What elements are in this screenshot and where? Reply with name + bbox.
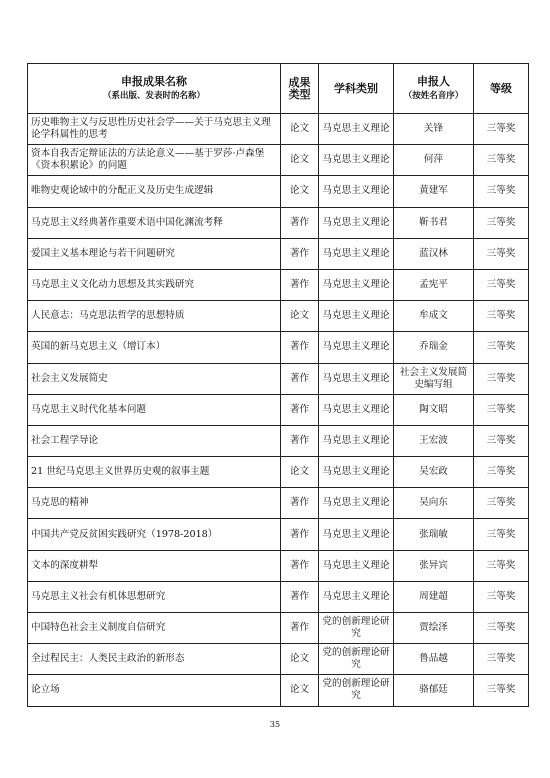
cell-applicant: 贾绘泽 bbox=[394, 613, 474, 644]
cell-discipline: 党的创新理论研究 bbox=[319, 644, 394, 675]
header-name-label: 申报成果名称 bbox=[121, 74, 187, 88]
header-grade: 等级 bbox=[474, 64, 529, 114]
cell-applicant: 吴宏政 bbox=[394, 457, 474, 488]
cell-grade: 三等奖 bbox=[474, 176, 529, 207]
header-applicant-label: 申报人 bbox=[417, 74, 450, 88]
cell-grade: 三等奖 bbox=[474, 114, 529, 145]
cell-type: 著作 bbox=[281, 238, 319, 269]
cell-grade: 三等奖 bbox=[474, 613, 529, 644]
table-row bbox=[28, 550, 529, 581]
table-row bbox=[28, 176, 529, 207]
cell-applicant: 蓝汉林 bbox=[394, 238, 474, 269]
cell-title: 英国的新马克思主义（增订本） bbox=[28, 332, 281, 363]
cell-title: 中国特色社会主义制度自信研究 bbox=[28, 613, 281, 644]
cell-grade: 三等奖 bbox=[474, 550, 529, 581]
cell-applicant: 张瑞敏 bbox=[394, 519, 474, 550]
cell-discipline: 马克思主义理论 bbox=[319, 301, 394, 332]
cell-type: 论文 bbox=[281, 675, 319, 706]
cell-grade: 三等奖 bbox=[474, 488, 529, 519]
cell-title: 人民意志：马克思法哲学的思想特质 bbox=[28, 301, 281, 332]
cell-title: 马克思主义社会有机体思想研究 bbox=[28, 581, 281, 612]
cell-discipline: 马克思主义理论 bbox=[319, 332, 394, 363]
cell-discipline: 马克思主义理论 bbox=[319, 176, 394, 207]
cell-grade: 三等奖 bbox=[474, 301, 529, 332]
cell-type: 著作 bbox=[281, 207, 319, 238]
table-body bbox=[28, 114, 529, 707]
cell-title: 唯物史观论域中的分配正义及历史生成逻辑 bbox=[28, 176, 281, 207]
cell-discipline: 马克思主义理论 bbox=[319, 207, 394, 238]
cell-type: 著作 bbox=[281, 613, 319, 644]
page-number: 35 bbox=[269, 720, 281, 729]
cell-grade: 三等奖 bbox=[474, 675, 529, 706]
cell-title: 21 世纪马克思主义世界历史观的叙事主题 bbox=[28, 457, 281, 488]
cell-grade: 三等奖 bbox=[474, 145, 529, 176]
cell-discipline: 党的创新理论研究 bbox=[319, 613, 394, 644]
cell-discipline: 马克思主义理论 bbox=[319, 238, 394, 269]
cell-type: 著作 bbox=[281, 581, 319, 612]
cell-type: 著作 bbox=[281, 550, 319, 581]
table-row bbox=[28, 363, 529, 394]
cell-title: 全过程民主：人类民主政治的新形态 bbox=[28, 644, 281, 675]
table-row bbox=[28, 332, 529, 363]
cell-title: 文本的深度耕犁 bbox=[28, 550, 281, 581]
cell-grade: 三等奖 bbox=[474, 457, 529, 488]
table-row bbox=[28, 394, 529, 425]
cell-applicant: 吴向东 bbox=[394, 488, 474, 519]
cell-discipline: 马克思主义理论 bbox=[319, 457, 394, 488]
cell-grade: 三等奖 bbox=[474, 238, 529, 269]
cell-type: 论文 bbox=[281, 114, 319, 145]
cell-discipline: 马克思主义理论 bbox=[319, 519, 394, 550]
cell-title: 爱国主义基本理论与若干问题研究 bbox=[28, 238, 281, 269]
cell-title: 社会工程学导论 bbox=[28, 425, 281, 456]
cell-discipline: 马克思主义理论 bbox=[319, 425, 394, 456]
table-row bbox=[28, 581, 529, 612]
cell-type: 著作 bbox=[281, 425, 319, 456]
table-row bbox=[28, 425, 529, 456]
table-row bbox=[28, 675, 529, 706]
cell-applicant: 王宏波 bbox=[394, 425, 474, 456]
cell-type: 著作 bbox=[281, 394, 319, 425]
header-applicant-note: （按姓名音序） bbox=[403, 90, 464, 101]
cell-type: 著作 bbox=[281, 519, 319, 550]
cell-discipline: 马克思主义理论 bbox=[319, 550, 394, 581]
table-header-row bbox=[28, 64, 529, 114]
cell-applicant: 黄建军 bbox=[394, 176, 474, 207]
cell-grade: 三等奖 bbox=[474, 363, 529, 394]
header-type: 成果类型 bbox=[281, 64, 319, 114]
cell-type: 论文 bbox=[281, 301, 319, 332]
cell-grade: 三等奖 bbox=[474, 207, 529, 238]
cell-type: 著作 bbox=[281, 363, 319, 394]
cell-title: 论立场 bbox=[28, 675, 281, 706]
cell-applicant: 乔瑞金 bbox=[394, 332, 474, 363]
cell-title: 马克思的精神 bbox=[28, 488, 281, 519]
table-row bbox=[28, 488, 529, 519]
cell-discipline: 马克思主义理论 bbox=[319, 145, 394, 176]
cell-applicant: 孟宪平 bbox=[394, 269, 474, 300]
cell-discipline: 马克思主义理论 bbox=[319, 269, 394, 300]
cell-applicant: 张异宾 bbox=[394, 550, 474, 581]
cell-title: 马克思主义文化动力思想及其实践研究 bbox=[28, 269, 281, 300]
cell-applicant: 鲁品越 bbox=[394, 644, 474, 675]
cell-grade: 三等奖 bbox=[474, 394, 529, 425]
cell-applicant: 周建超 bbox=[394, 581, 474, 612]
table-row bbox=[28, 238, 529, 269]
cell-type: 著作 bbox=[281, 488, 319, 519]
cell-applicant: 何萍 bbox=[394, 145, 474, 176]
table-row bbox=[28, 269, 529, 300]
cell-discipline: 马克思主义理论 bbox=[319, 363, 394, 394]
cell-title: 资本自我否定辩证法的方法论意义——基于罗莎·卢森堡《资本积累论》的问题 bbox=[28, 145, 281, 176]
cell-grade: 三等奖 bbox=[474, 425, 529, 456]
cell-type: 论文 bbox=[281, 145, 319, 176]
cell-title: 社会主义发展简史 bbox=[28, 363, 281, 394]
cell-type: 著作 bbox=[281, 269, 319, 300]
cell-applicant: 靳书君 bbox=[394, 207, 474, 238]
table-row bbox=[28, 457, 529, 488]
cell-grade: 三等奖 bbox=[474, 332, 529, 363]
header-name bbox=[28, 64, 281, 114]
cell-type: 论文 bbox=[281, 457, 319, 488]
table-row bbox=[28, 519, 529, 550]
cell-grade: 三等奖 bbox=[474, 581, 529, 612]
cell-discipline: 马克思主义理论 bbox=[319, 394, 394, 425]
cell-type: 论文 bbox=[281, 176, 319, 207]
cell-grade: 三等奖 bbox=[474, 644, 529, 675]
cell-title: 马克思主义时代化基本问题 bbox=[28, 394, 281, 425]
table-row bbox=[28, 644, 529, 675]
cell-type: 论文 bbox=[281, 644, 319, 675]
cell-grade: 三等奖 bbox=[474, 519, 529, 550]
table-row bbox=[28, 207, 529, 238]
table-row bbox=[28, 301, 529, 332]
cell-discipline: 马克思主义理论 bbox=[319, 488, 394, 519]
cell-applicant: 陶文昭 bbox=[394, 394, 474, 425]
cell-applicant: 社会主义发展简史编写组 bbox=[394, 363, 474, 394]
cell-applicant: 牟成文 bbox=[394, 301, 474, 332]
award-table bbox=[27, 63, 529, 707]
table-row bbox=[28, 114, 529, 145]
cell-title: 历史唯物主义与反思性历史社会学——关于马克思主义理论学科属性的思考 bbox=[28, 114, 281, 145]
cell-discipline: 马克思主义理论 bbox=[319, 581, 394, 612]
cell-applicant: 骆郁廷 bbox=[394, 675, 474, 706]
header-name-note: （系出版、发表时的名称） bbox=[102, 90, 205, 101]
cell-discipline: 马克思主义理论 bbox=[319, 114, 394, 145]
cell-applicant: 关锋 bbox=[394, 114, 474, 145]
table-row bbox=[28, 145, 529, 176]
table-row bbox=[28, 613, 529, 644]
header-discipline: 学科类别 bbox=[319, 64, 394, 114]
cell-grade: 三等奖 bbox=[474, 269, 529, 300]
cell-title: 中国共产党反贫困实践研究（1978-2018） bbox=[28, 519, 281, 550]
cell-type: 著作 bbox=[281, 332, 319, 363]
cell-discipline: 党的创新理论研究 bbox=[319, 675, 394, 706]
cell-title: 马克思主义经典著作重要术语中国化渊流考释 bbox=[28, 207, 281, 238]
header-applicant bbox=[394, 64, 474, 114]
